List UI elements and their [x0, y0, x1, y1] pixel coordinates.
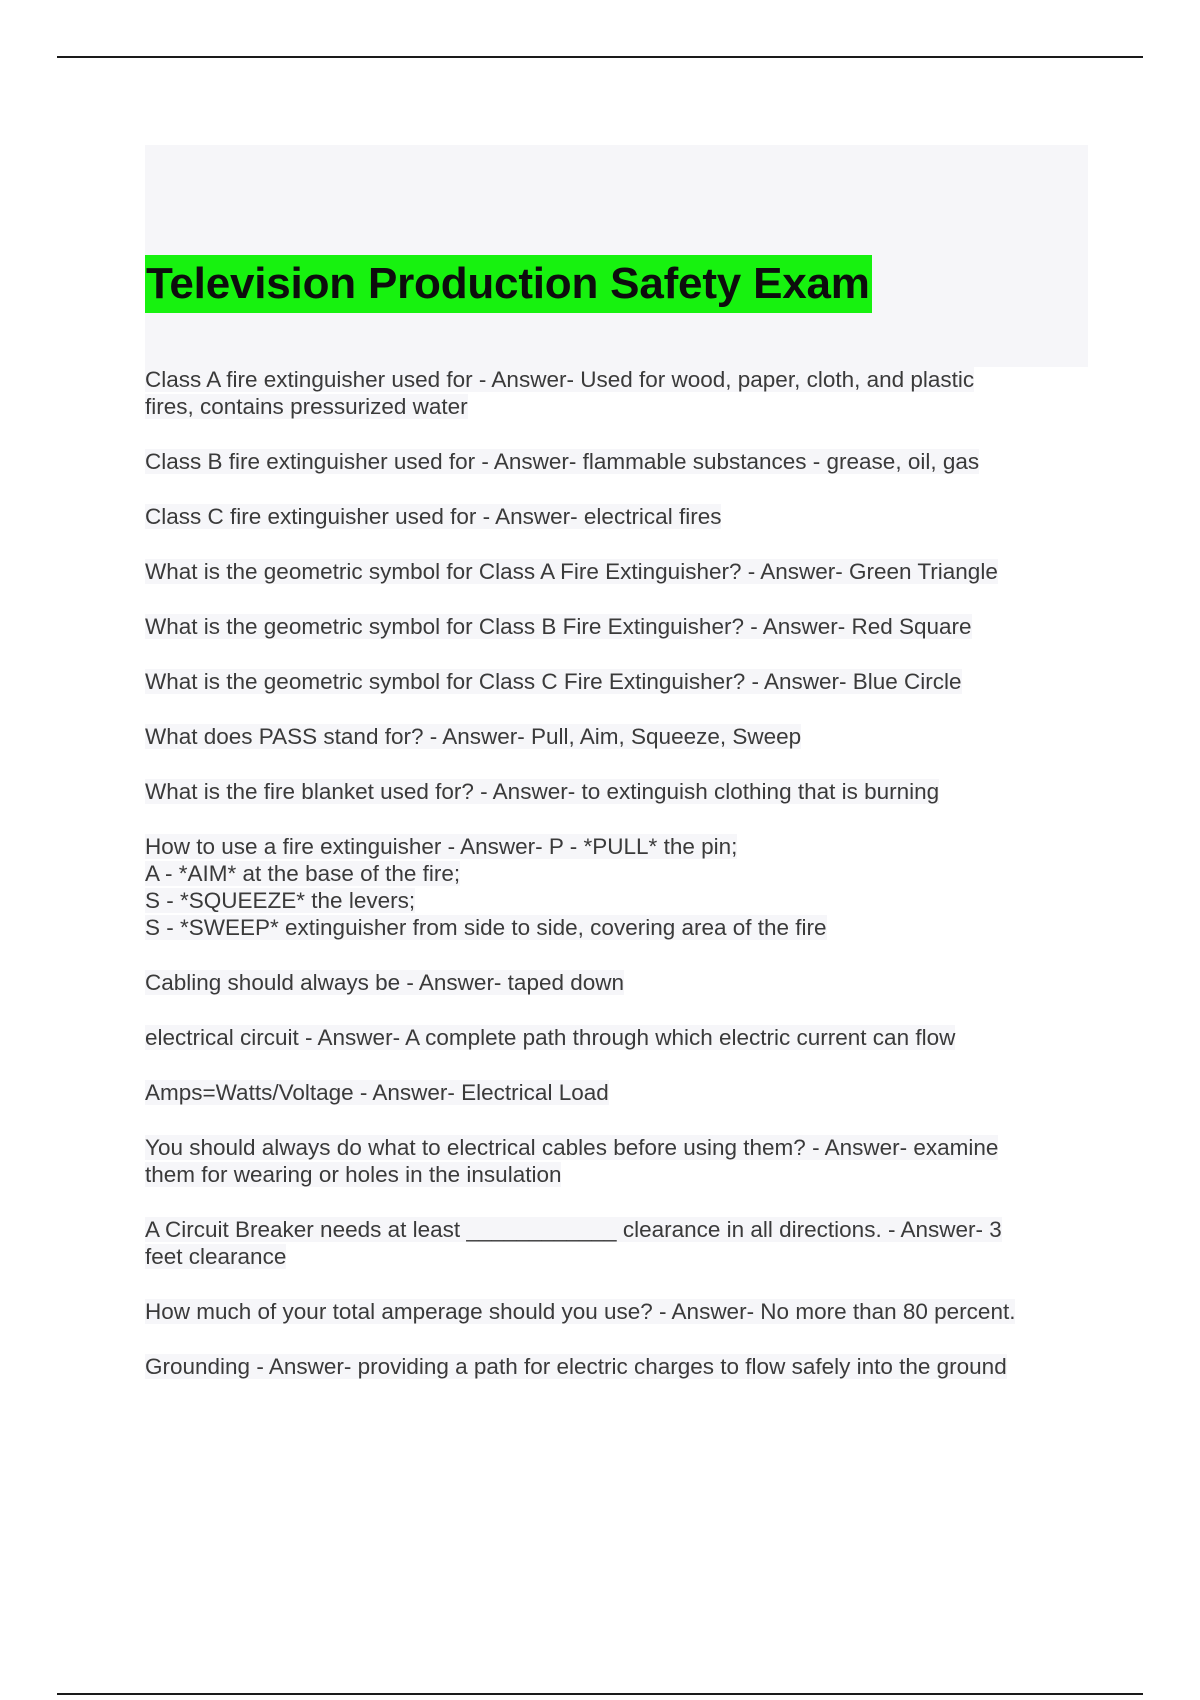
- top-rule: [57, 56, 1143, 58]
- qa-line: S - *SWEEP* extinguisher from side to side, covering area of the fire: [145, 915, 827, 940]
- qa-line: Class C fire extinguisher used for - Answer- electrical fires: [145, 504, 722, 529]
- qa-line: feet clearance: [145, 1244, 287, 1269]
- qa-line: What is the geometric symbol for Class C Fire Extinguisher? - Answer- Blue Circle: [145, 669, 962, 694]
- qa-item-8: [145, 778, 1105, 805]
- qa-item-4: [145, 558, 1105, 585]
- qa-line: Amps=Watts/Voltage - Answer- Electrical Load: [145, 1080, 609, 1105]
- qa-item-7: [145, 723, 1105, 750]
- qa-item-11: [145, 1024, 1105, 1051]
- qa-line: electrical circuit - Answer- A complete path through which electric current can flow: [145, 1025, 956, 1050]
- qa-item-3: [145, 503, 1105, 530]
- qa-line: What is the geometric symbol for Class A Fire Extinguisher? - Answer- Green Triangle: [145, 559, 998, 584]
- page-title: Television Production Safety Exam: [145, 255, 872, 313]
- qa-item-5: [145, 613, 1105, 640]
- qa-line: Class B fire extinguisher used for - Answer- flammable substances - grease, oil, gas: [145, 449, 980, 474]
- qa-item-16: [145, 1353, 1105, 1380]
- qa-line: How to use a fire extinguisher - Answer- P - *PULL* the pin;: [145, 834, 738, 859]
- qa-line: What does PASS stand for? - Answer- Pull, Aim, Squeeze, Sweep: [145, 724, 802, 749]
- qa-item-1: [145, 366, 1105, 420]
- qa-line: How much of your total amperage should you use? - Answer- No more than 80 percent.: [145, 1299, 1016, 1324]
- qa-item-9: [145, 833, 1105, 941]
- qa-item-12: [145, 1079, 1105, 1106]
- qa-line: Cabling should always be - Answer- taped down: [145, 970, 625, 995]
- qa-item-6: [145, 668, 1105, 695]
- qa-item-15: [145, 1298, 1105, 1325]
- qa-line: You should always do what to electrical cables before using them? - Answer- examine: [145, 1135, 999, 1160]
- qa-line: What is the geometric symbol for Class B Fire Extinguisher? - Answer- Red Square: [145, 614, 972, 639]
- qa-item-13: [145, 1134, 1105, 1188]
- qa-line: A Circuit Breaker needs at least ____________ clearance in all directions. - Answer- 3: [145, 1217, 1002, 1242]
- qa-list: [145, 366, 1105, 1408]
- qa-line: fires, contains pressurized water: [145, 394, 468, 419]
- qa-item-2: [145, 448, 1105, 475]
- qa-line: A - *AIM* at the base of the fire;: [145, 861, 461, 886]
- qa-line: them for wearing or holes in the insulation: [145, 1162, 562, 1187]
- qa-line: What is the fire blanket used for? - Answer- to extinguish clothing that is burning: [145, 779, 940, 804]
- qa-line: Grounding - Answer- providing a path for electric charges to flow safely into the ground: [145, 1354, 1007, 1379]
- qa-line: S - *SQUEEZE* the levers;: [145, 888, 416, 913]
- bottom-rule: [57, 1693, 1143, 1695]
- qa-item-10: [145, 969, 1105, 996]
- qa-item-14: [145, 1216, 1105, 1270]
- qa-line: Class A fire extinguisher used for - Answer- Used for wood, paper, cloth, and plastic: [145, 367, 975, 392]
